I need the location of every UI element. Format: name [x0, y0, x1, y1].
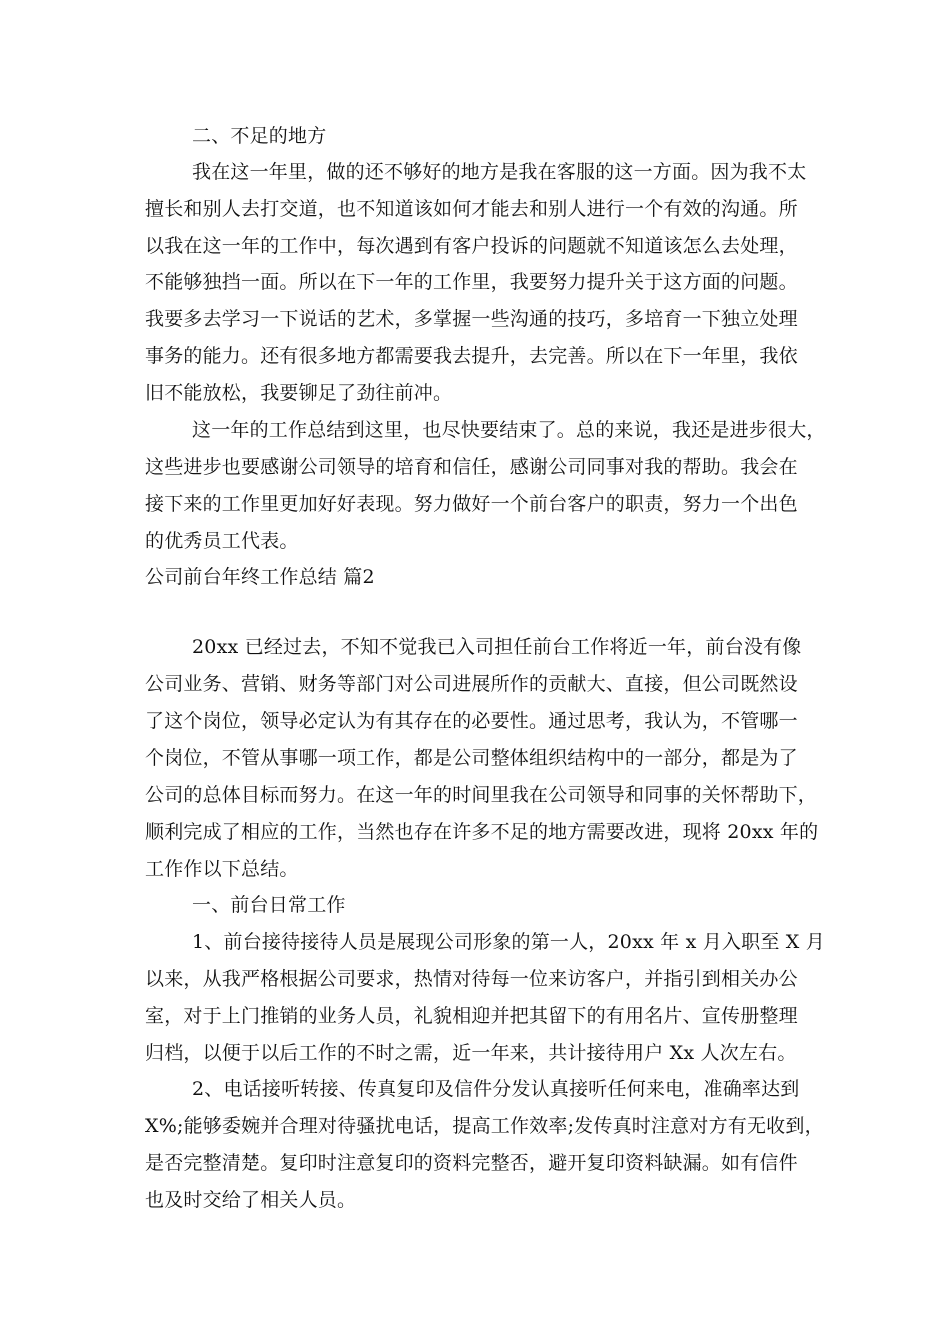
- paragraph-line: 2、电话接听转接、传真复印及信件分发认真接听任何来电，准确率达到: [192, 1078, 800, 1100]
- paragraph-line: 1、前台接待接待人员是展现公司形象的第一人，20xx 年 x 月入职至 X 月: [192, 931, 825, 953]
- paragraph-line: 这一年的工作总结到这里，也尽快要结束了。总的来说，我还是进步很大，: [192, 419, 826, 441]
- paragraph-line: 公司业务、营销、财务等部门对公司进展所作的贡献大、直接，但公司既然设: [145, 673, 798, 695]
- paragraph-line: 我在这一年里，做的还不够好的地方是我在客服的这一方面。因为我不太: [192, 161, 807, 183]
- paragraph-line: 20xx 已经过去，不知不觉我已入司担任前台工作将近一年，前台没有像: [192, 636, 802, 658]
- paragraph-line: 公司的总体目标而努力。在这一年的时间里我在公司领导和同事的关怀帮助下，: [145, 784, 818, 806]
- paragraph-line: 是否完整清楚。复印时注意复印的资料完整否，避开复印资料缺漏。如有信件: [145, 1152, 798, 1174]
- paragraph-line: 了这个岗位，领导必定认为有其存在的必要性。通过思考，我认为，不管哪一: [145, 710, 798, 732]
- paragraph-line: 以我在这一年的工作中，每次遇到有客户投诉的问题就不知道该怎么去处理，: [145, 235, 798, 257]
- paragraph-line: 不能够独挡一面。所以在下一年的工作里，我要努力提升关于这方面的问题。: [145, 271, 798, 293]
- paragraph-line: 顺利完成了相应的工作，当然也存在许多不足的地方需要改进，现将 20xx 年的: [145, 821, 819, 843]
- section-heading-daily-work: 一、前台日常工作: [192, 894, 346, 916]
- paragraph-line: 也及时交给了相关人员。: [145, 1189, 357, 1211]
- paragraph-line: 事务的能力。还有很多地方都需要我去提升，去完善。所以在下一年里，我依: [145, 345, 798, 367]
- paragraph-line: 室，对于上门推销的业务人员，礼貌相迎并把其留下的有用名片、宣传册整理: [145, 1005, 798, 1027]
- paragraph-line: 个岗位，不管从事哪一项工作，都是公司整体组织结构中的一部分，都是为了: [145, 747, 798, 769]
- paragraph-line: 接下来的工作里更加好好表现。努力做好一个前台客户的职责，努力一个出色: [145, 493, 798, 515]
- paragraph-line: 的优秀员工代表。: [145, 530, 299, 552]
- article-title: 公司前台年终工作总结 篇2: [145, 566, 375, 588]
- section-heading-shortcomings: 二、不足的地方: [192, 125, 327, 147]
- paragraph-line: 工作作以下总结。: [145, 858, 299, 880]
- paragraph-line: 以来，从我严格根据公司要求，热情对待每一位来访客户，并指引到相关办公: [145, 968, 798, 990]
- paragraph-line: 擅长和别人去打交道，也不知道该如何才能去和别人进行一个有效的沟通。所: [145, 198, 798, 220]
- paragraph-line: X%;能够委婉并合理对待骚扰电话，提高工作效率;发传真时注意对方有无收到，: [145, 1115, 824, 1137]
- paragraph-line: 这些进步也要感谢公司领导的培育和信任，感谢公司同事对我的帮助。我会在: [145, 456, 798, 478]
- paragraph-line: 归档，以便于以后工作的不时之需，近一年来，共计接待用户 Xx 人次左右。: [145, 1042, 797, 1064]
- paragraph-line: 旧不能放松，我要铆足了劲往前冲。: [145, 382, 453, 404]
- paragraph-line: 我要多去学习一下说话的艺术，多掌握一些沟通的技巧，多培育一下独立处理: [145, 308, 798, 330]
